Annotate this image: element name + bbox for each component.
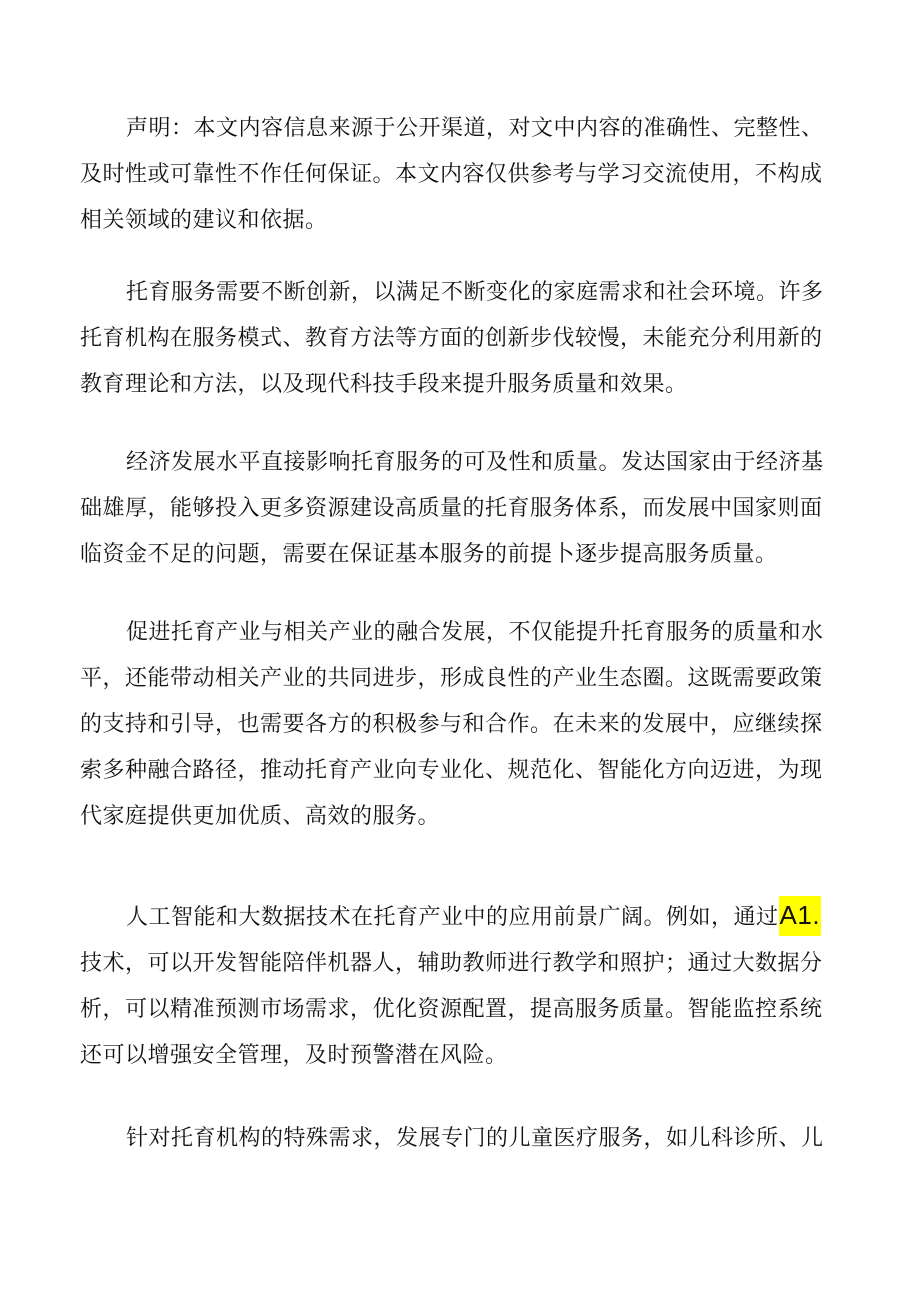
disclaimer-paragraph [80,106,840,244]
text-line: 相关领域的建议和依据。 [80,208,328,233]
text-line: 针对托育机构的特殊需求，发展专门的儿童医疗服务，如儿科诊所、儿 [126,1126,824,1151]
text-line: 的支持和引导，也需要各方的积极参与和合作。在未来的发展中，应继续探 [80,712,823,737]
text-line: 技术，可以开发智能陪伴机器人，辅助教师进行教学和照护；通过大数据分 [80,951,823,976]
text-line: 析，可以精准预测市场需求，优化资源配置，提高服务质量。智能监控系统 [80,997,823,1022]
text-line: 及时性或可靠性不作任何保证。本文内容仅供参考与学习交流使用，不构成 [80,162,823,187]
text-line: 代家庭提供更加优质、高效的服务。 [80,804,441,829]
innovation-paragraph [80,270,840,408]
medical-paragraph [80,1116,840,1162]
text-line [80,892,840,941]
text-line: 还可以增强安全管理，及时预警潜在风险。 [80,1043,508,1068]
text-line: 教育理论和方法，以及现代科技手段来提升服务质量和效果。 [80,372,688,397]
text-line: 临资金不足的问题，需要在保证基本服务的前提卜逐步提高服务质量。 [80,542,778,567]
text-line: 促进托育产业与相关产业的融合发展，不仅能提升托育服务的质量和水 [126,620,824,645]
integration-paragraph [80,610,840,840]
text-segment: 人工智能和大数据技术在托育产业中的应用前景广阔。例如，通过 [126,905,779,930]
highlighted-text: A1. [779,896,822,936]
text-line: 托育机构在服务模式、教育方法等方面的创新步伐较慢，未能充分利用新的 [80,326,823,351]
text-line: 平，还能带动相关产业的共同进步，形成良性的产业生态圈。这既需要政策 [80,666,823,691]
ai-paragraph [80,892,840,1079]
text-line: 础雄厚，能够投入更多资源建设高质量的托育服务体系，而发展中国家则面 [80,496,823,521]
text-line: 索多种融合路径，推动托育产业向专业化、规范化、智能化方向迈进，为现 [80,758,823,783]
text-line: 声明：本文内容信息来源于公开渠道，对文中内容的准确性、完整性、 [126,116,824,141]
economy-paragraph [80,440,840,578]
text-line: 托育服务需要不断创新，以满足不断变化的家庭需求和社会环境。许多 [126,280,824,305]
text-line: 经济发展水平直接影响托育服务的可及性和质量。发达国家由于经济基 [126,450,824,475]
